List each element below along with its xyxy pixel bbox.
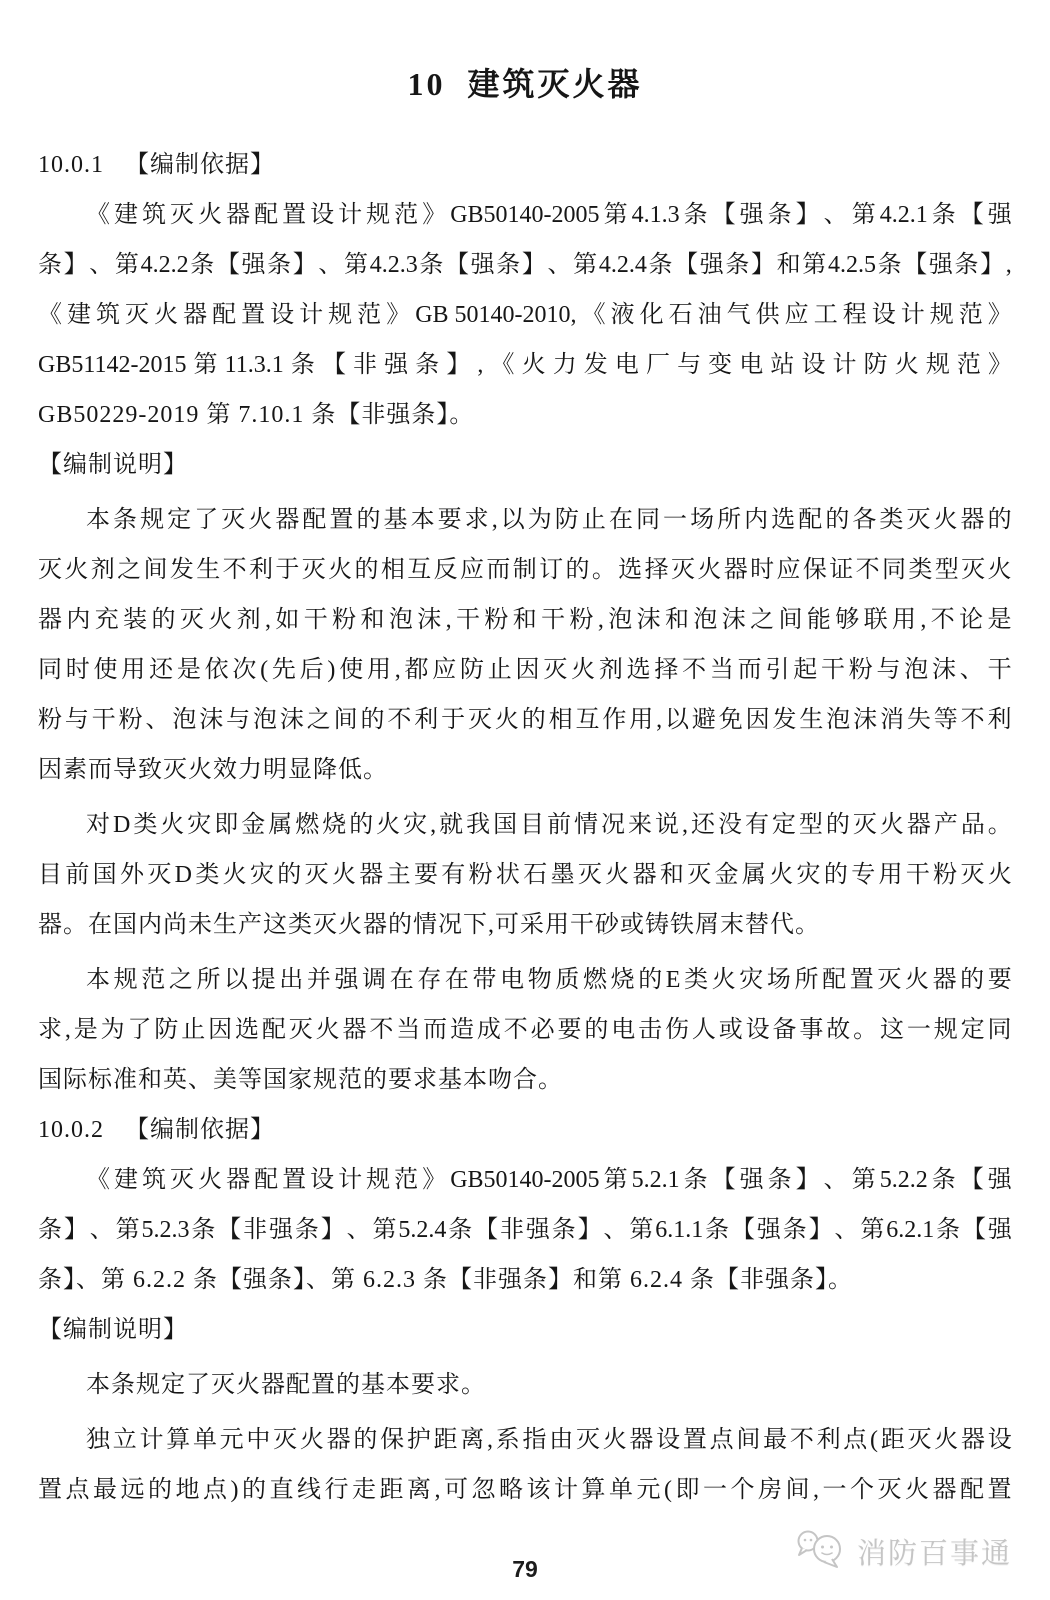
text-line: 粉 与 干 粉 、 泡 沫 与 泡 沫 之 间 的 不 利 于 灭 火 的 相 互 作 用 , 以 避 免 因 发 生 泡 沫 消 失 等 不 利 <box>38 707 1012 733</box>
text-line: GB50229-2019 第 7.10.1 条【非强条】。 <box>38 402 475 428</box>
text-line: 《 建 筑 灭 火 器 配 置 设 计 规 范 》 GB 50140-2010, 《 液 化 石 油 气 供 应 工 程 设 计 规 范 》 <box>38 302 1012 328</box>
text-line: 灭 火 剂 之 间 发 生 不 利 于 灭 火 的 相 互 反 应 而 制 订 的 。 选 择 灭 火 器 时 应 保 证 不 同 类 型 灭 火 <box>38 557 1012 583</box>
section-heading-10-0-1: 10.0.1 【编制依据】 <box>38 152 275 178</box>
text-line: 《 建 筑 灭 火 器 配 置 设 计 规 范 》 GB50140-2005 第 4.1.3 条 【 强 条 】 、 第 4.2.1 条 【 强 <box>86 202 1012 228</box>
text-line: GB51142-2015 第 11.3.1 条 【 非 强 条 】 , 《 火 力 发 电 厂 与 变 电 站 设 计 防 火 规 范 》 <box>38 352 1012 378</box>
text-line: 同 时 使 用 还 是 依 次 ( 先 后 ) 使 用 , 都 应 防 止 因 灭 火 剂 选 择 不 当 而 引 起 干 粉 与 泡 沫 、 干 <box>38 657 1012 683</box>
text-line: 器。在国内尚未生产这类灭火器的情况下,可采用干砂或铸铁屑末替代。 <box>38 912 820 938</box>
text-line: 《 建 筑 灭 火 器 配 置 设 计 规 范 》 GB50140-2005 第 5.2.1 条 【 强 条 】 、 第 5.2.2 条 【 强 <box>86 1167 1012 1193</box>
text-line: 独 立 计 算 单 元 中 灭 火 器 的 保 护 距 离 , 系 指 由 灭 火 器 设 置 点 间 最 不 利 点 ( 距 灭 火 器 设 <box>86 1427 1012 1453</box>
text-line: 本条规定了灭火器配置的基本要求。 <box>86 1372 486 1398</box>
text-line: 本 规 范 之 所 以 提 出 并 强 调 在 存 在 带 电 物 质 燃 烧 的 E 类 火 灾 场 所 配 置 灭 火 器 的 要 <box>86 967 1012 993</box>
text-line: 条 】 、 第 5.2.3 条 【 非 强 条 】 、 第 5.2.4 条 【 非 强 条 】 、 第 6.1.1 条 【 强 条 】 、 第 6.2.1 条 【 强 <box>38 1217 1012 1243</box>
text-line: 置 点 最 远 的 地 点 ) 的 直 线 行 走 距 离 , 可 忽 略 该 计 算 单 元 ( 即 一 个 房 间 , 一 个 灭 火 器 配 置 <box>38 1477 1012 1503</box>
section-heading-shuoming: 【编制说明】 <box>38 452 188 478</box>
text-line: 国际标准和英、美等国家规范的要求基本吻合。 <box>38 1067 563 1093</box>
text-line: 本 条 规 定 了 灭 火 器 配 置 的 基 本 要 求 , 以 为 防 止 在 同 一 场 所 内 选 配 的 各 类 灭 火 器 的 <box>86 507 1012 533</box>
text-line: 求 , 是 为 了 防 止 因 选 配 灭 火 器 不 当 而 造 成 不 必 要 的 电 击 伤 人 或 设 备 事 故 。 这 一 规 定 同 <box>38 1017 1012 1043</box>
text-line: 条】、第 6.2.2 条【强条】、第 6.2.3 条【非强条】和第 6.2.4 条【非强条】。 <box>38 1267 853 1293</box>
text-line: 目 前 国 外 灭 D 类 火 灾 的 灭 火 器 主 要 有 粉 状 石 墨 灭 火 器 和 灭 金 属 火 灾 的 专 用 干 粉 灭 火 <box>38 862 1012 888</box>
text-line: 器 内 充 装 的 灭 火 剂 , 如 干 粉 和 泡 沫 , 干 粉 和 干 粉 , 泡 沫 和 泡 沫 之 间 能 够 联 用 , 不 论 是 <box>38 607 1012 633</box>
text-line: 条 】 、 第 4.2.2 条 【 强 条 】 、 第 4.2.3 条 【 强 条 】 、 第 4.2.4 条 【 强 条 】 和 第 4.2.5 条 【 强 条 】 , <box>38 252 1012 278</box>
text-line: 对 D 类 火 灾 即 金 属 燃 烧 的 火 灾 , 就 我 国 目 前 情 况 来 说 , 还 没 有 定 型 的 灭 火 器 产 品 。 <box>86 812 1012 838</box>
watermark-label: 消防百事通 <box>856 1538 1012 1570</box>
section-heading-10-0-2: 10.0.2 【编制依据】 <box>38 1117 275 1143</box>
text-line: 因素而导致灭火效力明显降低。 <box>38 757 388 783</box>
section-heading-shuoming: 【编制说明】 <box>38 1317 188 1343</box>
page-title: 10 建筑灭火器 <box>407 66 643 102</box>
page-number: 79 <box>512 1556 538 1582</box>
document-body <box>0 140 1050 1515</box>
